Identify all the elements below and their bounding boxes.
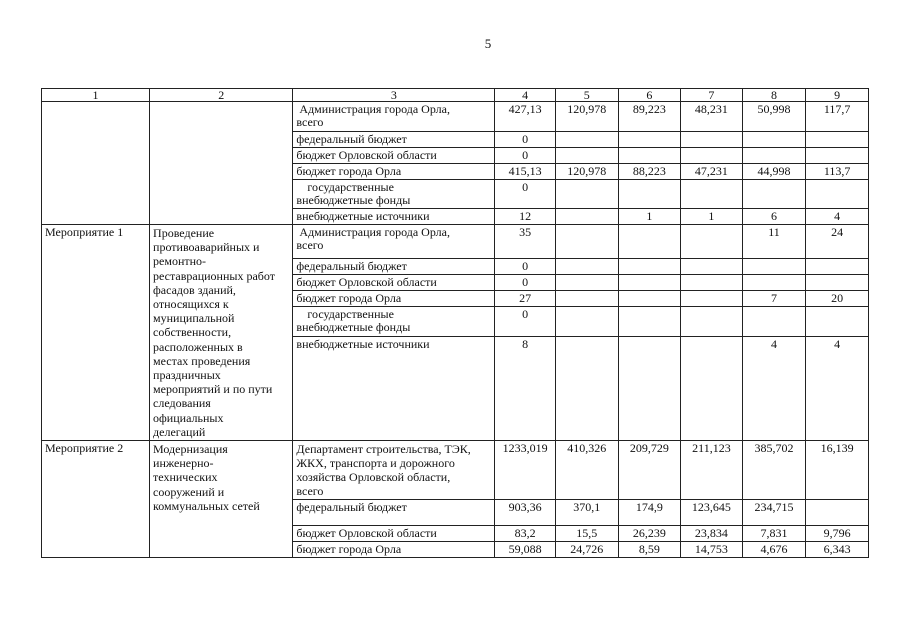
value-cell bbox=[681, 259, 743, 275]
value-cell bbox=[618, 291, 681, 307]
value-cell bbox=[742, 148, 806, 164]
description-line: Модернизация bbox=[153, 442, 228, 457]
value-cell: 24 bbox=[806, 225, 869, 259]
value-cell: 23,834 bbox=[681, 526, 743, 542]
value-cell: 4 bbox=[806, 337, 869, 441]
event-label: Мероприятие 1 bbox=[45, 225, 124, 239]
header-cell: 1 bbox=[42, 89, 150, 102]
source-label: всего bbox=[296, 115, 324, 129]
source-cell bbox=[293, 102, 495, 132]
value-cell: 88,223 bbox=[618, 164, 681, 180]
description-line: официальных bbox=[153, 410, 224, 425]
description-line: инженерно- bbox=[153, 456, 214, 471]
value-cell: 14,753 bbox=[681, 542, 743, 558]
description-line: технических bbox=[153, 470, 218, 485]
source-label: внебюджетные источники bbox=[293, 337, 495, 441]
value-cell: 174,9 bbox=[618, 500, 681, 526]
source-label: федеральный бюджет bbox=[293, 500, 495, 526]
value-cell bbox=[806, 132, 869, 148]
value-cell: 0 bbox=[495, 132, 556, 148]
source-label: хозяйства Орловской области, bbox=[296, 470, 451, 485]
description-line: относящихся к bbox=[153, 297, 229, 312]
description-cell bbox=[150, 225, 293, 441]
value-cell: 0 bbox=[495, 180, 556, 209]
value-cell: 1233,019 bbox=[495, 441, 556, 500]
header-cell: 5 bbox=[555, 89, 618, 102]
value-cell bbox=[618, 275, 681, 291]
value-cell: 120,978 bbox=[555, 102, 618, 132]
budget-table bbox=[41, 88, 869, 558]
value-cell: 8 bbox=[495, 337, 556, 441]
description-line: следования bbox=[153, 396, 211, 411]
description-line: фасадов зданий, bbox=[153, 282, 236, 297]
value-cell: 123,645 bbox=[681, 500, 743, 526]
value-cell: 6,343 bbox=[806, 542, 869, 558]
value-cell bbox=[555, 209, 618, 225]
value-cell: 209,729 bbox=[618, 441, 681, 500]
description-line: делегаций bbox=[153, 424, 206, 439]
value-cell bbox=[806, 500, 869, 526]
value-cell: 0 bbox=[495, 275, 556, 291]
value-cell: 50,998 bbox=[742, 102, 806, 132]
value-cell bbox=[681, 132, 743, 148]
source-label: федеральный бюджет bbox=[293, 132, 495, 148]
description-line: праздничных bbox=[153, 368, 221, 383]
value-cell: 16,139 bbox=[806, 441, 869, 500]
value-cell: 4 bbox=[806, 209, 869, 225]
value-cell: 35 bbox=[495, 225, 556, 259]
value-cell bbox=[806, 180, 869, 209]
value-cell: 27 bbox=[495, 291, 556, 307]
value-cell bbox=[555, 275, 618, 291]
description-line: реставрационных работ bbox=[153, 268, 275, 283]
description-cell bbox=[150, 441, 293, 558]
table-row bbox=[42, 225, 869, 259]
value-cell: 385,702 bbox=[742, 441, 806, 500]
description-line: Проведение bbox=[153, 226, 215, 240]
value-cell bbox=[681, 225, 743, 259]
header-cell: 4 bbox=[495, 89, 556, 102]
value-cell: 47,231 bbox=[681, 164, 743, 180]
value-cell: 11 bbox=[742, 225, 806, 259]
source-label: Администрация города Орла, bbox=[299, 225, 450, 239]
value-cell bbox=[618, 337, 681, 441]
value-cell: 59,088 bbox=[495, 542, 556, 558]
value-cell: 113,7 bbox=[806, 164, 869, 180]
source-label: Департамент строительства, ТЭК, bbox=[296, 442, 471, 457]
value-cell bbox=[555, 148, 618, 164]
value-cell: 415,13 bbox=[495, 164, 556, 180]
value-cell: 410,326 bbox=[555, 441, 618, 500]
source-label: бюджет Орловской области bbox=[293, 148, 495, 164]
header-cell: 6 bbox=[618, 89, 681, 102]
value-cell: 4 bbox=[742, 337, 806, 441]
description-line: муниципальной bbox=[153, 311, 235, 326]
header-cell: 3 bbox=[293, 89, 495, 102]
header-cell: 2 bbox=[150, 89, 293, 102]
value-cell bbox=[618, 307, 681, 337]
value-cell: 7 bbox=[742, 291, 806, 307]
value-cell bbox=[742, 259, 806, 275]
value-cell bbox=[618, 225, 681, 259]
source-label: государственные bbox=[307, 307, 394, 321]
source-label: бюджет Орловской области bbox=[293, 275, 495, 291]
value-cell: 9,796 bbox=[806, 526, 869, 542]
source-label: Администрация города Орла, bbox=[299, 102, 450, 116]
value-cell: 117,7 bbox=[806, 102, 869, 132]
value-cell: 4,676 bbox=[742, 542, 806, 558]
value-cell bbox=[555, 132, 618, 148]
source-label: внебюджетные фонды bbox=[296, 320, 411, 334]
value-cell bbox=[555, 180, 618, 209]
value-cell: 0 bbox=[495, 259, 556, 275]
source-cell bbox=[293, 307, 495, 337]
header-row bbox=[42, 89, 869, 102]
value-cell bbox=[618, 132, 681, 148]
value-cell bbox=[555, 291, 618, 307]
source-label: ЖКХ, транспорта и дорожного bbox=[296, 456, 455, 471]
value-cell: 83,2 bbox=[495, 526, 556, 542]
value-cell: 1 bbox=[618, 209, 681, 225]
value-cell: 427,13 bbox=[495, 102, 556, 132]
description-line: противоаварийных и bbox=[153, 240, 260, 255]
value-cell: 370,1 bbox=[555, 500, 618, 526]
description-line: сооружений и bbox=[153, 484, 225, 499]
value-cell: 20 bbox=[806, 291, 869, 307]
source-label: бюджет города Орла bbox=[293, 542, 495, 558]
source-label: всего bbox=[296, 238, 324, 252]
value-cell bbox=[742, 307, 806, 337]
value-cell bbox=[742, 132, 806, 148]
value-cell bbox=[681, 307, 743, 337]
value-cell bbox=[806, 259, 869, 275]
description-line: собственности, bbox=[153, 325, 232, 340]
page-number: 5 bbox=[484, 36, 492, 51]
description-line: коммунальных сетей bbox=[153, 498, 260, 513]
value-cell: 89,223 bbox=[618, 102, 681, 132]
value-cell: 48,231 bbox=[681, 102, 743, 132]
source-label: государственные bbox=[307, 180, 394, 194]
source-label: внебюджетные источники bbox=[293, 209, 495, 225]
source-label: федеральный бюджет bbox=[293, 259, 495, 275]
value-cell: 8,59 bbox=[618, 542, 681, 558]
value-cell bbox=[555, 225, 618, 259]
description-line: местах проведения bbox=[153, 353, 251, 368]
value-cell: 44,998 bbox=[742, 164, 806, 180]
value-cell: 120,978 bbox=[555, 164, 618, 180]
source-cell bbox=[293, 180, 495, 209]
event-label: Мероприятие 2 bbox=[45, 441, 124, 456]
value-cell bbox=[742, 275, 806, 291]
source-cell bbox=[293, 225, 495, 259]
value-cell: 211,123 bbox=[681, 441, 743, 500]
source-cell bbox=[293, 441, 495, 500]
source-label: бюджет города Орла bbox=[293, 291, 495, 307]
table-row bbox=[42, 102, 869, 132]
value-cell: 903,36 bbox=[495, 500, 556, 526]
value-cell bbox=[806, 307, 869, 337]
event-cell bbox=[42, 441, 150, 558]
event-cell bbox=[42, 102, 150, 225]
value-cell bbox=[742, 180, 806, 209]
source-label: бюджет Орловской области bbox=[293, 526, 495, 542]
event-cell bbox=[42, 225, 150, 441]
header-cell: 7 bbox=[681, 89, 743, 102]
table-row bbox=[42, 441, 869, 500]
description-cell bbox=[150, 102, 293, 225]
value-cell: 24,726 bbox=[555, 542, 618, 558]
value-cell bbox=[618, 148, 681, 164]
value-cell bbox=[681, 275, 743, 291]
value-cell bbox=[806, 275, 869, 291]
source-label: внебюджетные фонды bbox=[296, 193, 411, 207]
value-cell bbox=[618, 180, 681, 209]
value-cell: 1 bbox=[681, 209, 743, 225]
value-cell bbox=[618, 259, 681, 275]
value-cell: 0 bbox=[495, 307, 556, 337]
description-line: ремонтно- bbox=[153, 254, 207, 269]
value-cell bbox=[681, 337, 743, 441]
header-cell: 9 bbox=[806, 89, 869, 102]
value-cell: 234,715 bbox=[742, 500, 806, 526]
source-label: бюджет города Орла bbox=[293, 164, 495, 180]
value-cell bbox=[555, 259, 618, 275]
value-cell: 15,5 bbox=[555, 526, 618, 542]
value-cell bbox=[681, 148, 743, 164]
value-cell bbox=[555, 307, 618, 337]
value-cell bbox=[681, 291, 743, 307]
header-cell: 8 bbox=[742, 89, 806, 102]
description-line: расположенных в bbox=[153, 339, 243, 354]
source-label: всего bbox=[296, 484, 324, 499]
value-cell: 26,239 bbox=[618, 526, 681, 542]
description-line: мероприятий и по пути bbox=[153, 382, 273, 397]
value-cell bbox=[555, 337, 618, 441]
value-cell: 0 bbox=[495, 148, 556, 164]
value-cell: 12 bbox=[495, 209, 556, 225]
value-cell: 6 bbox=[742, 209, 806, 225]
value-cell bbox=[681, 180, 743, 209]
value-cell: 7,831 bbox=[742, 526, 806, 542]
value-cell bbox=[806, 148, 869, 164]
